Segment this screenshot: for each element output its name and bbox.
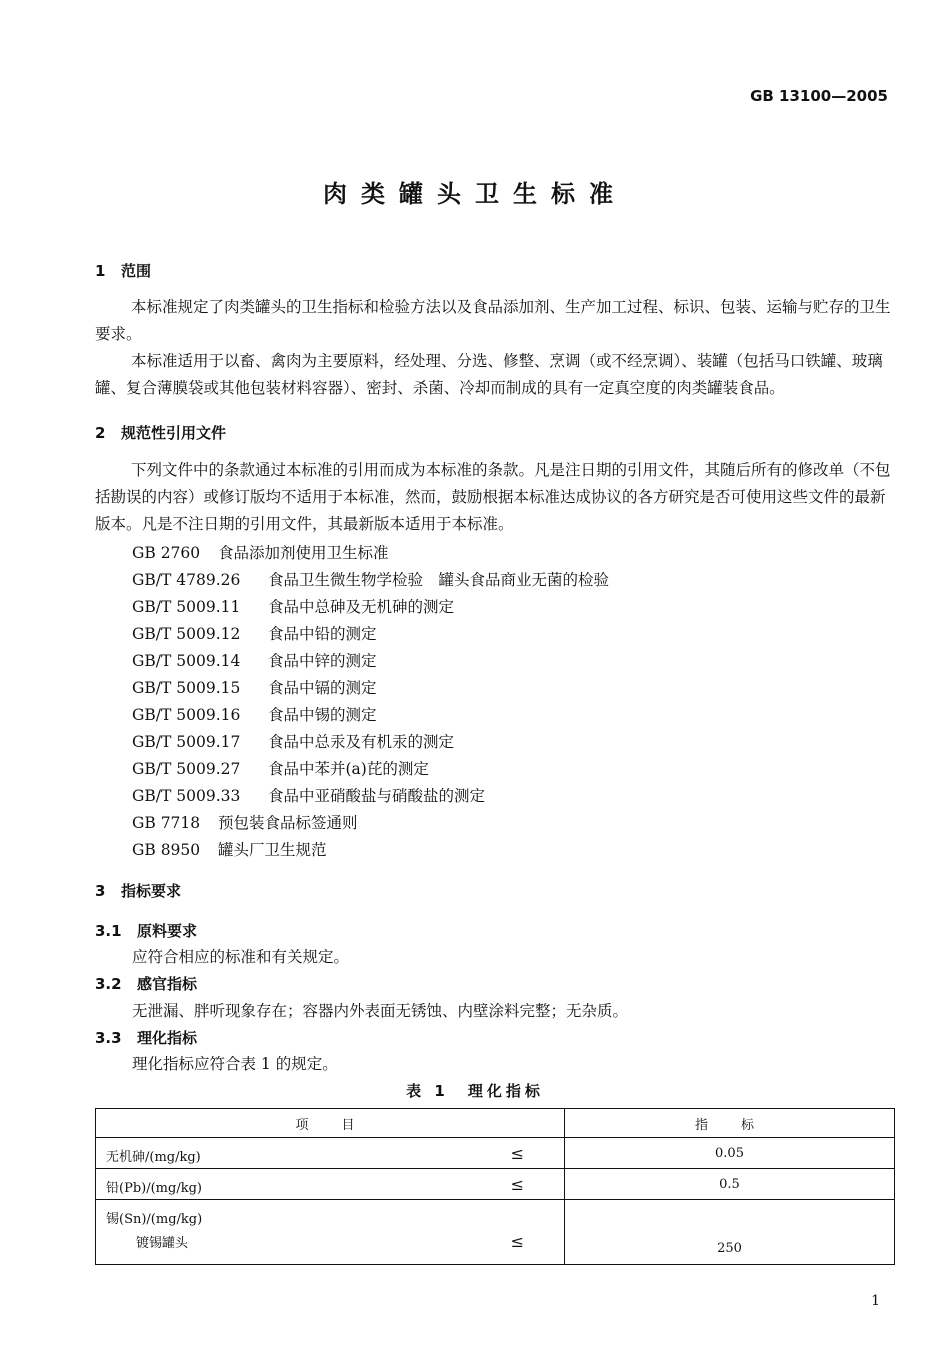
table-row — [96, 1169, 895, 1200]
reference-code: GB/T 5009.17 — [132, 733, 241, 751]
reference-item — [132, 838, 327, 860]
section-3-2-text: 无泄漏、胖听现象存在；容器内外表面无锈蚀、内壁涂料完整；无杂质。 — [132, 1002, 629, 1020]
item-name: 锡(Sn)/(mg/kg) — [106, 1212, 203, 1227]
reference-code: GB 7718 — [132, 814, 201, 832]
reference-code: GB/T 5009.14 — [132, 652, 241, 670]
reference-title: 食品中总汞及有机汞的测定 — [268, 733, 455, 751]
reference-title: 食品中铅的测定 — [268, 625, 377, 643]
table-row — [96, 1138, 895, 1169]
reference-item — [132, 703, 377, 725]
reference-title: 食品中苯并(a)芘的测定 — [268, 760, 429, 778]
section-3-1-heading — [95, 920, 197, 941]
section-number: 1 — [95, 262, 106, 280]
section-3-2-heading — [95, 973, 197, 994]
reference-title: 预包装食品标签通则 — [218, 814, 358, 832]
reference-title: 食品添加剂使用卫生标准 — [218, 544, 389, 562]
item-cell — [96, 1169, 565, 1200]
page-title: 肉类罐头卫生标准 — [323, 180, 627, 208]
reference-item — [132, 784, 485, 806]
table-header-row — [96, 1109, 895, 1138]
reference-code: GB/T 5009.33 — [132, 787, 241, 805]
le-sign: ≤ — [510, 1232, 524, 1251]
section-number: 3.3 — [95, 1029, 122, 1047]
table-row — [96, 1200, 895, 1265]
section-1-paragraph-1: 本标准规定了肉类罐头的卫生指标和检验方法以及食品添加剂、生产加工过程、标识、包装、运输与贮存的卫生要求。 — [95, 298, 891, 343]
reference-code: GB/T 5009.12 — [132, 625, 241, 643]
reference-title: 食品卫生微生物学检验 罐头食品商业无菌的检验 — [268, 571, 610, 589]
reference-code: GB/T 4789.26 — [132, 571, 241, 589]
reference-code: GB 2760 — [132, 544, 201, 562]
reference-code: GB/T 5009.11 — [132, 598, 241, 616]
section-number: 3 — [95, 882, 106, 900]
section-title: 指标要求 — [121, 882, 182, 900]
section-title: 感官指标 — [137, 975, 198, 993]
le-sign: ≤ — [510, 1144, 524, 1163]
item-name: 铅(Pb)/(mg/kg) — [106, 1181, 202, 1196]
section-number: 3.1 — [95, 922, 122, 940]
section-title: 理化指标 — [137, 1029, 198, 1047]
section-number: 2 — [95, 424, 106, 442]
reference-item — [132, 811, 358, 833]
item-cell — [96, 1200, 565, 1265]
reference-item — [132, 568, 609, 590]
reference-title: 食品中锌的测定 — [268, 652, 377, 670]
reference-title: 食品中镉的测定 — [268, 679, 377, 697]
spec-table — [95, 1108, 895, 1265]
table-caption: 表 1 理化指标 — [406, 1082, 544, 1100]
reference-item — [132, 676, 377, 698]
header-value: 指 标 — [565, 1109, 895, 1138]
section-2-paragraph-1: 下列文件中的条款通过本标准的引用而成为本标准的条款。凡是注日期的引用文件，其随后所有的修改单（不包括勘误的内容）或修订版均不适用于本标准，然而，鼓励根据本标准达成协议的各方研究是否可使用这些文件的最新版本。凡是不注日期的引用文件，其最新版本适用于本标准。 — [95, 461, 891, 533]
item-name: 无机砷/(mg/kg) — [106, 1150, 201, 1165]
item-subname: 镀锡罐头 — [136, 1236, 189, 1251]
section-1-heading — [95, 260, 151, 281]
item-cell — [96, 1138, 565, 1169]
value-cell: 250 — [565, 1200, 895, 1265]
reference-code: GB/T 5009.15 — [132, 679, 241, 697]
reference-item — [132, 541, 389, 563]
value-cell: 0.05 — [565, 1138, 895, 1169]
reference-item — [132, 622, 377, 644]
reference-item — [132, 730, 454, 752]
section-2-heading — [95, 422, 226, 443]
section-3-3-heading — [95, 1027, 197, 1048]
page-number: 1 — [871, 1293, 880, 1309]
le-sign: ≤ — [510, 1175, 524, 1194]
section-3-1-text: 应符合相应的标准和有关规定。 — [132, 948, 350, 966]
section-3-heading — [95, 880, 181, 901]
value-cell: 0.5 — [565, 1169, 895, 1200]
standard-number: GB 13100—2005 — [750, 87, 888, 105]
reference-title: 罐头厂卫生规范 — [218, 841, 327, 859]
reference-code: GB/T 5009.16 — [132, 706, 241, 724]
reference-code: GB/T 5009.27 — [132, 760, 241, 778]
reference-title: 食品中锡的测定 — [268, 706, 377, 724]
reference-title: 食品中总砷及无机砷的测定 — [268, 598, 455, 616]
section-title: 原料要求 — [137, 922, 198, 940]
reference-title: 食品中亚硝酸盐与硝酸盐的测定 — [268, 787, 486, 805]
section-title: 规范性引用文件 — [121, 424, 227, 442]
reference-item — [132, 595, 454, 617]
reference-item — [132, 757, 429, 779]
section-title: 范围 — [121, 262, 152, 280]
section-number: 3.2 — [95, 975, 122, 993]
section-1-paragraph-2: 本标准适用于以畜、禽肉为主要原料，经处理、分选、修整、烹调（或不经烹调）、装罐（包括马口铁罐、玻璃罐、复合薄膜袋或其他包装材料容器）、密封、杀菌、冷却而制成的具有一定真空度的肉类罐装食品。 — [95, 352, 883, 397]
header-item: 项 目 — [96, 1109, 565, 1138]
section-3-3-text: 理化指标应符合表 1 的规定。 — [132, 1055, 338, 1073]
reference-code: GB 8950 — [132, 841, 201, 859]
reference-item — [132, 649, 377, 671]
